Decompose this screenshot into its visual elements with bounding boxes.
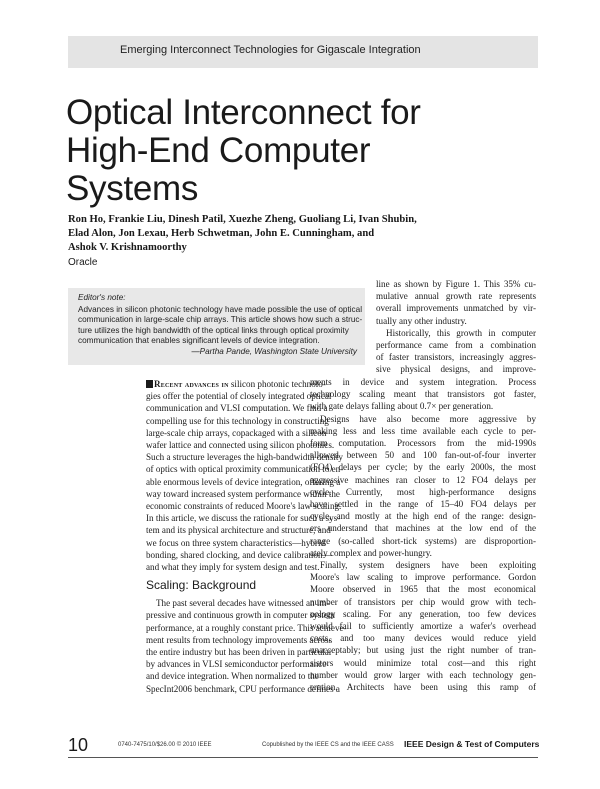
body-line: compelling use for this technology in constructing xyxy=(146,415,329,426)
body-line: ers understand that machines at the low end of the xyxy=(310,523,536,534)
body-line: mulative annual growth rate represents xyxy=(376,291,536,302)
body-line: Moore observed in 1965 that the most economical xyxy=(310,584,536,595)
right-column xyxy=(376,278,536,376)
body-line: The past several decades have witnessed an im- xyxy=(156,598,330,609)
body-line: making less and less time available each cycle to per- xyxy=(310,425,536,436)
body-line: of optics with optical proximity communication to en- xyxy=(146,464,344,475)
body-line: able enormous levels of device integration, offering a xyxy=(146,476,341,487)
footer-journal-name: IEEE Design & Test of Computers xyxy=(404,739,540,749)
body-line: wafer lattice and connected using silicon photonics. xyxy=(146,440,335,451)
body-line: ments in device and system integration. Process xyxy=(310,377,536,387)
editors-note-box xyxy=(68,288,365,365)
body-line: with gate delays falling about 0.7× per generation. xyxy=(310,401,494,412)
author-line: Ron Ho, Frankie Liu, Dinesh Patil, Xuezhe Zheng, Guoliang Li, Ivan Shubin, xyxy=(68,214,417,225)
body-line: cycle. Currently, most high-performance designs xyxy=(310,486,536,497)
body-line: costs, and too many devices would reduce yield xyxy=(310,633,536,644)
body-line: tem and its physical architecture and structure, and xyxy=(146,525,331,536)
editors-note-line: Advances in silicon photonic technology have made possible the use of optical xyxy=(78,304,363,314)
body-line: way toward increased system performance within the xyxy=(146,488,340,499)
body-line: eration. Architects have been using this ramp of xyxy=(310,682,536,693)
body-line: Historically, this growth in computer xyxy=(386,327,536,338)
body-line: and device integration. When normalized to the xyxy=(146,671,319,682)
body-line: (FO4) delays per cycle; by the early 2000s, the most xyxy=(310,462,536,473)
title-line: Systems xyxy=(66,169,199,208)
body-line: sistors would minimize total cost—and this right xyxy=(310,657,536,668)
body-line: Designs have also become more aggressive by xyxy=(320,413,536,424)
body-line: bonding, shared clocking, and device calibration— xyxy=(146,549,332,560)
affiliation: Oracle xyxy=(68,257,98,268)
body-line: ately complex and power-hungry. xyxy=(310,547,432,558)
series-title: Emerging Interconnect Technologies for Gigascale Integration xyxy=(120,44,421,56)
body-line: economic constraints of reduced Moore's law scaling. xyxy=(146,501,342,512)
body-line: have settled in the range of 15–40 FO4 delays per xyxy=(310,499,536,510)
body-line: technology scaling meant that transistors got faster, xyxy=(310,389,536,400)
body-line: line as shown by Figure 1. This 35% cu- xyxy=(376,279,536,289)
editors-note-heading: Editor's note: xyxy=(78,293,126,302)
body-line: communication and VLSI computation. We find a xyxy=(146,403,328,414)
body-line: allowed between 50 and 100 fan-out-of-four inverter xyxy=(310,450,536,461)
body-line: nology scaling. For any generation, too few devices xyxy=(310,608,536,619)
page-number: 10 xyxy=(68,735,89,755)
article-title xyxy=(66,94,546,208)
body-line: and what they imply for system design and test. xyxy=(146,562,320,573)
author-line: Elad Alon, Jon Lexau, Herb Schwetman, John E. Cunningham, and xyxy=(68,228,375,239)
body-line: aggressive machines ran closer to 12 FO4 delays per xyxy=(310,474,536,485)
body-line: In this article, we discuss the rationale for such a sys- xyxy=(146,513,341,524)
body-line: performance came from a combination xyxy=(376,340,536,351)
footer-copublished: Copublished by the IEEE CS and the IEEE CASS xyxy=(262,742,394,748)
body-line: sive physical designs, and improve- xyxy=(376,364,536,375)
body-line: of faster transistors, increasingly aggres- xyxy=(376,352,536,363)
body-line: tually any other industry. xyxy=(376,315,467,326)
body-line: by advances in VLSI semiconductor performance xyxy=(146,659,327,670)
body-line: Moore's law scaling to improve performance. Gordon xyxy=(310,572,536,583)
left-column xyxy=(146,378,347,695)
author-line: Ashok V. Krishnamoorthy xyxy=(68,242,187,253)
body-line: Finally, system designers have been exploiting xyxy=(320,560,536,571)
lead-in-smallcaps: Recent advances in xyxy=(154,379,229,389)
body-line: Such a structure leverages the high-bandwidth density xyxy=(146,452,343,463)
lead-in-rest: silicon photonic technolo- xyxy=(228,379,326,389)
right-column-wide xyxy=(310,376,536,693)
body-line: SpecInt2006 benchmark, CPU performance defines a xyxy=(146,683,340,694)
body-line: performance, at a roughly constant price. This achieve- xyxy=(146,622,347,633)
body-line: ment results from technology improvements across xyxy=(146,634,333,645)
footer-divider xyxy=(68,757,538,758)
body-line: unacceptably; but using just the right number of tran- xyxy=(310,645,536,656)
body-line: pressive and continuous growth in computer system xyxy=(146,610,335,621)
body-line: overall improvements unmatched by vir- xyxy=(376,303,536,314)
author-list xyxy=(68,213,508,255)
body-line xyxy=(146,378,326,390)
body-line: gies offer the potential of closely integrated optical xyxy=(146,391,332,402)
body-line: would fail to sufficiently amortize a wafer's overhead xyxy=(310,621,536,632)
body-line: large-scale chip arrays, copackaged with a silicon xyxy=(146,427,327,438)
body-line: number would grow larger with each technology gen- xyxy=(310,669,536,680)
body-line: range (so-called short-tick systems) are disproportion- xyxy=(310,535,536,546)
editors-note-signature: —Partha Pande, Washington State University xyxy=(191,346,357,356)
editors-note-line: communication that enables significant levels of device integration. xyxy=(78,336,320,346)
body-line: the entire industry but has been driven in particular xyxy=(146,647,332,658)
body-line: we focus on three system characteristics—hybrid xyxy=(146,537,326,548)
editors-note-line: ture utilizes the high bandwidth of the optical links through optical proximity xyxy=(78,325,349,335)
title-line: High-End Computer xyxy=(66,131,371,170)
section-marker-icon xyxy=(146,380,153,388)
footer-issn: 0740-7475/10/$26.00 © 2010 IEEE xyxy=(118,742,212,748)
body-line: number of transistors per chip would grow with tech- xyxy=(310,596,536,607)
title-line: Optical Interconnect for xyxy=(66,93,421,132)
body-line: form computation. Processors from the mid-1990s xyxy=(310,438,536,449)
body-line: cycle, and mostly at the high end of the range: design- xyxy=(310,511,536,522)
editors-note-line: communication in large-scale chip arrays. This article shows how such a struc- xyxy=(78,315,363,325)
section-heading: Scaling: Background xyxy=(146,578,257,593)
